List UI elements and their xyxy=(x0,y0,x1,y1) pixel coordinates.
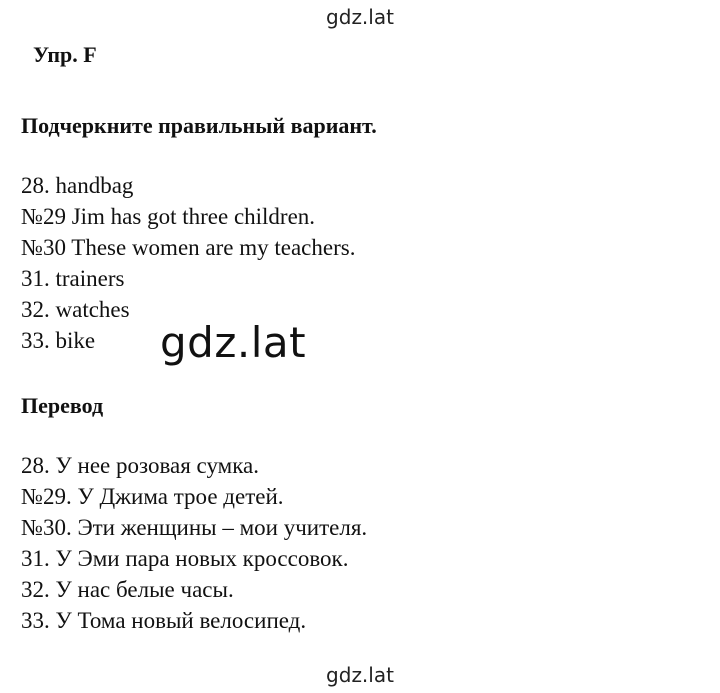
task-heading: Подчеркните правильный вариант. xyxy=(21,113,377,138)
answer-line: 33. bike xyxy=(21,328,96,353)
exercise-title: Упр. F xyxy=(33,42,97,67)
translation-line: 33. У Тома новый велосипед. xyxy=(21,608,307,633)
translation-line: 31. У Эми пара новых кроссовок. xyxy=(21,546,349,571)
watermark-middle: gdz.lat xyxy=(160,318,307,367)
translation-line: 32. У нас белые часы. xyxy=(21,577,234,602)
answer-line: 32. watches xyxy=(21,297,130,322)
translation-line: №30. Эти женщины – мои учителя. xyxy=(21,515,368,540)
answer-line: №30 These women are my teachers. xyxy=(21,235,356,260)
translation-line: №29. У Джима трое детей. xyxy=(21,484,284,509)
translation-heading: Перевод xyxy=(21,393,104,418)
watermark-bottom: gdz.lat xyxy=(326,663,394,687)
answer-line: 31. trainers xyxy=(21,266,125,291)
translation-list xyxy=(21,450,367,636)
translation-line: 28. У нее розовая сумка. xyxy=(21,453,259,478)
answer-line: №29 Jim has got three children. xyxy=(21,204,316,229)
watermark-top: gdz.lat xyxy=(326,5,394,29)
answer-line: 28. handbag xyxy=(21,173,134,198)
